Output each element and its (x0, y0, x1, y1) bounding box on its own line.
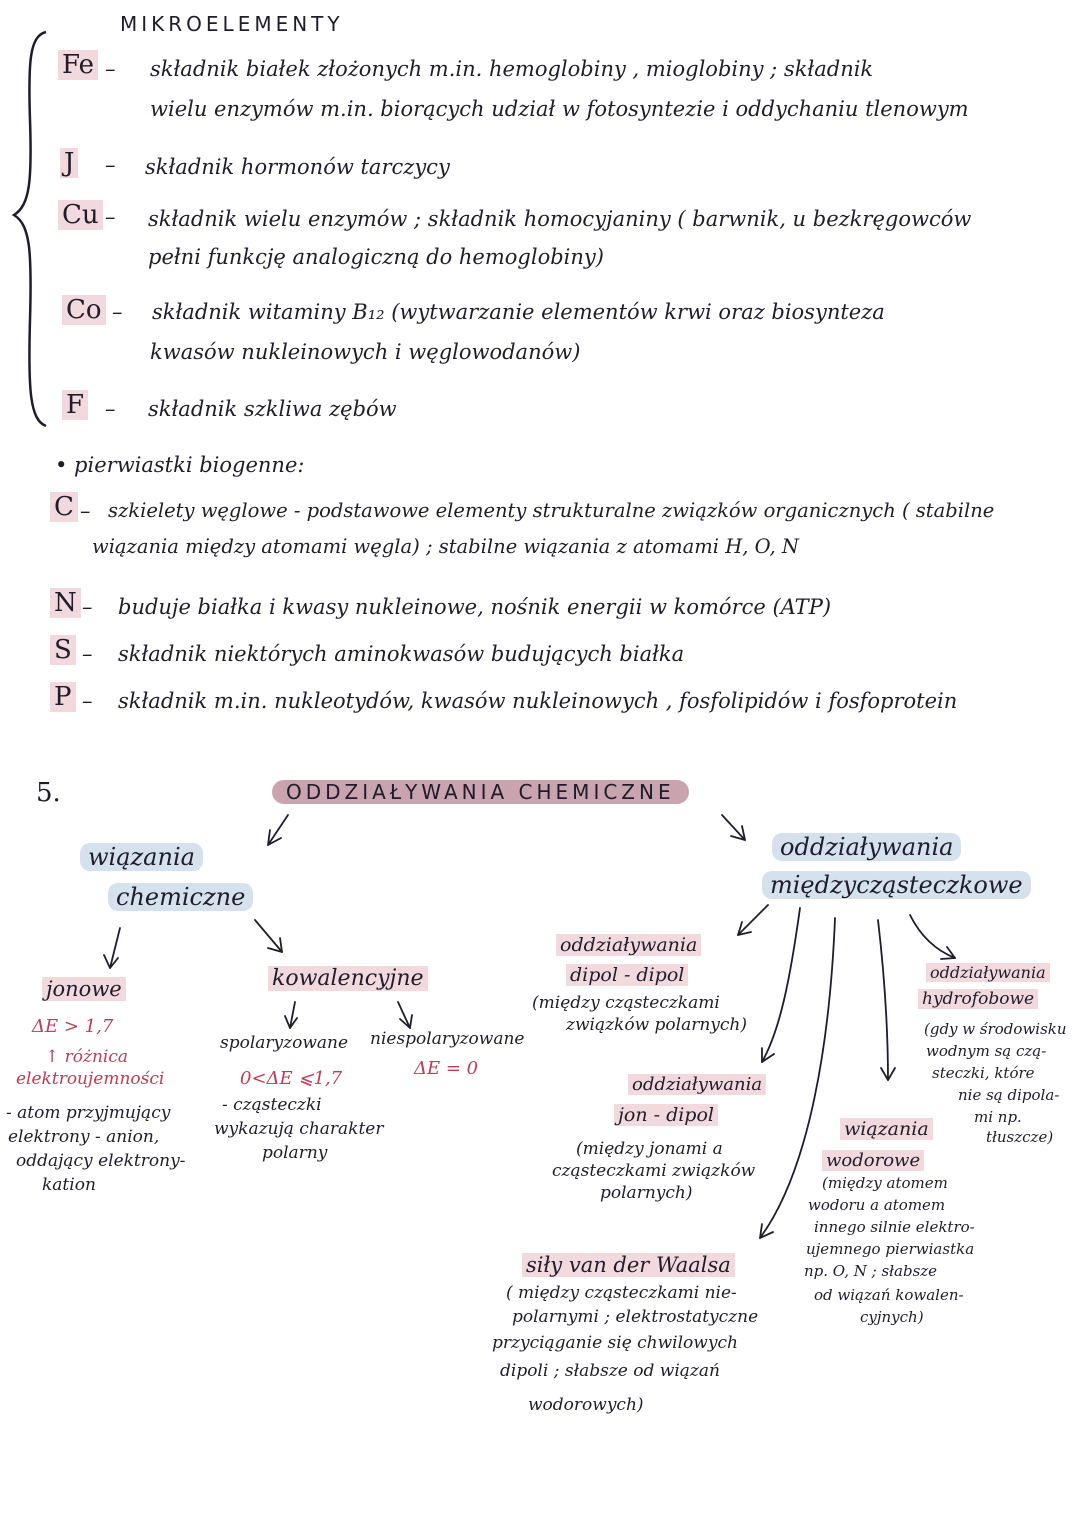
dipole-desc-1: (między cząsteczkami (532, 993, 720, 1013)
ion-dipole-desc-2: cząsteczkami związków (552, 1161, 756, 1181)
ionic-title: jonowe (42, 972, 126, 1006)
symbol-s: S (50, 635, 76, 665)
f-line-1: składnik szkliwa zębów (148, 397, 397, 421)
symbol-co: Co (62, 295, 106, 325)
microelements-title: MIKROELEMENTY (120, 12, 344, 36)
vdw-desc-5: wodorowych) (528, 1395, 644, 1415)
ionic-desc-4: kation (42, 1175, 96, 1195)
hydrogen-desc-2: wodoru a atomem (808, 1196, 946, 1214)
ion-dipole-title-1: oddziaływania (628, 1068, 766, 1102)
covalent-desc-2: wykazują charakter (214, 1119, 384, 1139)
hydrophobic-desc-3: steczki, które (932, 1064, 1035, 1082)
symbol-fe: Fe (58, 50, 98, 80)
covalent-nonpolar: niespolaryzowane (370, 1029, 525, 1049)
hydrogen-desc-6: od wiązań kowalen- (814, 1286, 964, 1304)
ion-dipole-desc-3: polarnych) (600, 1183, 693, 1203)
bonds-title-line1: wiązania (80, 840, 203, 874)
diagram-root: ODDZIAŁYWANIA CHEMICZNE (272, 780, 689, 804)
p-line-1: składnik m.in. nukleotydów, kwasów nukleinowych , fosfolipidów i fosfoprotein (118, 689, 958, 713)
hydrophobic-desc-2: wodnym są czą- (926, 1042, 1047, 1060)
cu-line-1: składnik wielu enzymów ; składnik homocyjaniny ( barwnik, u bezkręgowców (148, 207, 972, 231)
cu-line-2: pełni funkcję analogiczną do hemoglobiny) (148, 245, 604, 269)
fe-line-1: składnik białek złożonych m.in. hemoglobiny , mioglobiny ; składnik (150, 57, 874, 81)
hydrogen-title-2: wodorowe (822, 1144, 924, 1178)
j-line-1: składnik hormonów tarczycy (145, 155, 450, 179)
ionic-note-1: ↑ różnica (45, 1047, 129, 1067)
vdw-desc-2: polarnymi ; elektrostatyczne (512, 1307, 759, 1327)
hydrophobic-desc-5: mi np. (974, 1108, 1022, 1126)
c-line-1: szkielety węglowe - podstawowe elementy strukturalne związków organicznych ( stabilne (108, 499, 995, 522)
hydrogen-desc-1: (między atomem (822, 1174, 948, 1192)
symbol-n: N (50, 588, 81, 618)
dipole-title-2: dipol - dipol (566, 958, 688, 992)
hydrophobic-desc-6: tłuszcze) (986, 1128, 1054, 1146)
hydrogen-desc-4: ujemnego pierwiastka (806, 1240, 975, 1258)
ion-dipole-title-2: jon - dipol (614, 1098, 718, 1132)
covalent-polar-range: 0<ΔE ⩽1,7 (240, 1068, 343, 1089)
symbol-p: P (50, 682, 76, 712)
ionic-desc-1: - atom przyjmujący (6, 1103, 171, 1123)
co-line-2: kwasów nukleinowych i węglowodanów) (150, 340, 581, 364)
hydrophobic-desc-1: (gdy w środowisku (924, 1020, 1067, 1038)
covalent-nonpolar-value: ΔE = 0 (414, 1058, 479, 1079)
s-line-1: składnik niektórych aminokwasów budujących białka (118, 642, 685, 666)
vdw-desc-1: ( między cząsteczkami nie- (506, 1283, 737, 1303)
hydrogen-title-1: wiązania (840, 1112, 933, 1146)
intermolecular-title-line2: międzycząsteczkowe (762, 868, 1031, 902)
hydrophobic-title-2: hydrofobowe (918, 988, 1038, 1010)
vdw-desc-3: przyciąganie się chwilowych (492, 1333, 738, 1353)
ion-dipole-desc-1: (między jonami a (576, 1139, 723, 1159)
covalent-title: kowalencyjne (268, 962, 428, 996)
symbol-f: F (62, 390, 88, 420)
covalent-desc-1: - cząsteczki (222, 1095, 322, 1115)
hydrogen-desc-7: cyjnych) (860, 1308, 924, 1326)
ionic-note-2: elektroujemności (16, 1069, 165, 1089)
covalent-desc-3: polarny (262, 1143, 328, 1163)
dipole-title-1: oddziaływania (556, 928, 701, 962)
co-line-1: składnik witaminy B₁₂ (wytwarzanie elementów krwi oraz biosynteza (152, 300, 885, 324)
hydrophobic-title-1: oddziaływania (926, 962, 1050, 984)
hydrophobic-desc-4: nie są dipola- (958, 1086, 1060, 1104)
ionic-desc-3: oddający elektrony- (16, 1151, 186, 1171)
bonds-title-line2: chemiczne (108, 880, 253, 914)
symbol-j: J (60, 148, 78, 178)
vdw-desc-4: dipoli ; słabsze od wiązań (500, 1361, 720, 1381)
symbol-cu: Cu (58, 200, 103, 230)
fe-line-2: wielu enzymów m.in. biorących udział w fotosyntezie i oddychaniu tlenowym (150, 97, 969, 121)
dipole-desc-2: związków polarnych) (566, 1015, 747, 1035)
symbol-c: C (50, 492, 78, 522)
covalent-polar: spolaryzowane (220, 1033, 349, 1053)
n-line-1: buduje białka i kwasy nukleinowe, nośnik energii w komórce (ATP) (118, 595, 832, 619)
vdw-title: siły van der Waalsa (522, 1248, 735, 1282)
hydrogen-desc-5: np. O, N ; słabsze (804, 1262, 938, 1280)
intermolecular-title-line1: oddziaływania (772, 830, 961, 864)
c-line-2: wiązania między atomami węgla) ; stabilne wiązania z atomami H, O, N (92, 535, 799, 558)
section-number: 5. (36, 778, 61, 808)
hydrogen-desc-3: innego silnie elektro- (814, 1218, 975, 1236)
biogenic-heading: • pierwiastki biogenne: (55, 453, 305, 477)
ionic-delta: ΔE > 1,7 (32, 1016, 114, 1037)
ionic-desc-2: elektrony - anion, (8, 1127, 160, 1147)
